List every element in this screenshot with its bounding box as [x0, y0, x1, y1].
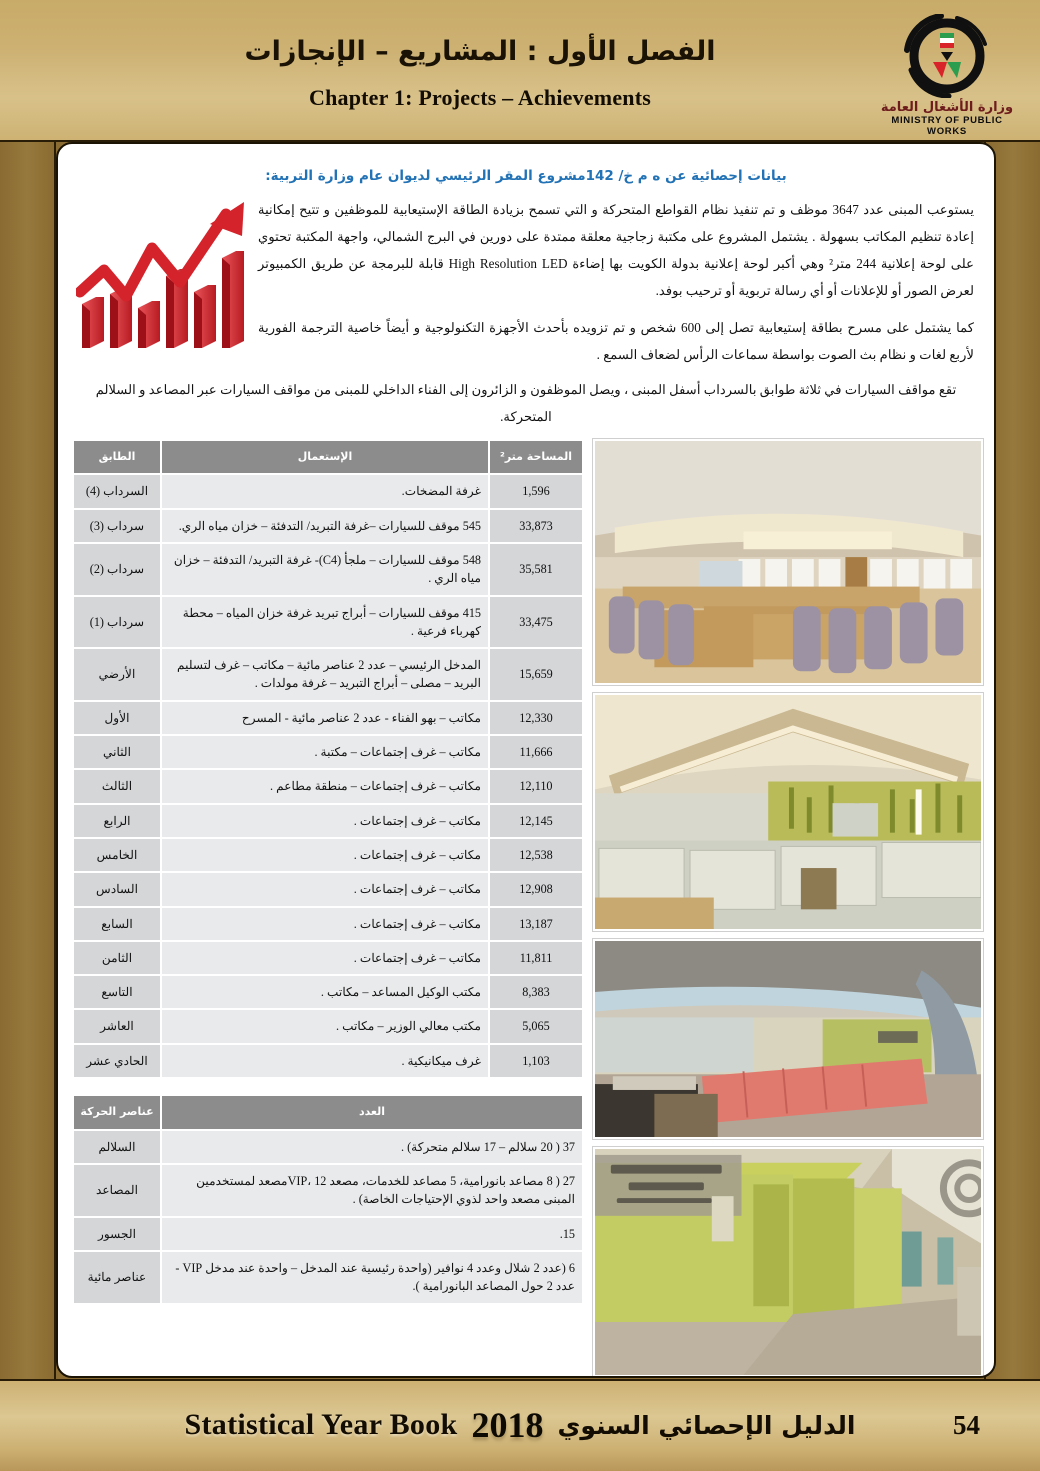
page-number: 54: [953, 1409, 980, 1440]
cell-floor: سرداب (3): [74, 510, 160, 542]
footer-year: 2018: [471, 1405, 544, 1445]
cell-element: المصاعد: [74, 1165, 160, 1216]
cell-floor: الأول: [74, 702, 160, 734]
cell-element: عناصر مائية: [74, 1252, 160, 1303]
cell-floor: الرابع: [74, 805, 160, 837]
table-row: [74, 770, 582, 802]
header-element: عناصر الحركة: [74, 1096, 160, 1129]
table-row: [74, 649, 582, 700]
ministry-name-arabic: وزارة الأشغال العامة: [880, 100, 1014, 115]
cell-area: 13,187: [490, 908, 582, 940]
table-row: [74, 839, 582, 871]
page-footer: [0, 1379, 1040, 1471]
cell-floor: السابع: [74, 908, 160, 940]
cell-use: مكاتب – غرف إجتماعات .: [162, 839, 488, 871]
header-area: المساحة متر²: [490, 441, 582, 474]
header-use: الإستعمال: [162, 441, 488, 474]
intro-text-block: [72, 196, 980, 431]
table-row: [74, 1252, 582, 1303]
floors-table-body: [74, 475, 582, 1077]
chapter-heading-group: [120, 36, 840, 111]
intro-paragraph-3: تقع مواقف السيارات في ثلاثة طوابق بالسرداب أسفل المبنى ، ويصل الموظفون و الزائرون إلى الفناء الداخلي للمبنى من مواقف السيارات عبر المصاعد و السلالم المتحركة.: [95, 382, 957, 425]
cell-area: 33,475: [490, 597, 582, 648]
table-row: [74, 597, 582, 648]
table-row: [74, 1131, 582, 1163]
cell-use: مكاتب – غرف إجتماعات .: [162, 805, 488, 837]
cell-count: 6 (عدد 2 شلال وعدد 4 نوافير (واحدة رئيسية عند المدخل – واحدة عند مدخل VIP - عدد 2 حول المصاعد البانورامية ).: [162, 1252, 582, 1303]
cell-element: الجسور: [74, 1218, 160, 1250]
cell-use: مكاتب – غرف إجتماعات .: [162, 873, 488, 905]
cell-area: 15,659: [490, 649, 582, 700]
table-row: [74, 544, 582, 595]
cell-count: 37 ( 20 سلالم – 17 سلالم متحركة) .: [162, 1131, 582, 1163]
cell-area: 8,383: [490, 976, 582, 1008]
cell-area: 35,581: [490, 544, 582, 595]
chapter-title-arabic: الفصل الأول : المشاريع – الإنجازات: [244, 36, 716, 67]
cell-use: مكاتب – غرف إجتماعات .: [162, 942, 488, 974]
cell-use: المدخل الرئيسي – عدد 2 عناصر مائية – مكاتب – غرف لتسليم البريد – مصلى – أبراج التبريد – غرفة مولدات .: [162, 649, 488, 700]
data-and-photos-row: [72, 439, 980, 1379]
cell-area: 12,145: [490, 805, 582, 837]
cell-area: 12,538: [490, 839, 582, 871]
cell-use: 545 موقف للسيارات –غرفة التبريد/ التدفئة – خزان مياه الري.: [162, 510, 488, 542]
cell-element: السلالم: [74, 1131, 160, 1163]
cell-use: مكتب الوكيل المساعد – مكاتب .: [162, 976, 488, 1008]
table-row: [74, 942, 582, 974]
section-heading: بيانات إحصائية عن ه م خ/ 142مشروع المقر الرئيسي لديوان عام وزارة التربية:: [265, 168, 787, 184]
cell-area: 11,666: [490, 736, 582, 768]
table-row: [74, 873, 582, 905]
table-row: [74, 976, 582, 1008]
photos-column: [593, 439, 983, 1379]
cell-floor: السرداب (4): [74, 475, 160, 507]
open-plan-office-photo: [593, 693, 983, 931]
table-spacer: [72, 1079, 584, 1094]
intro-paragraph-2: كما يشتمل على مسرح بطاقة إستيعابية تصل إلى 600 شخص و تم تزويده بأحدث الأجهزة التكنولوجية و أيضاً خاصية الترجمة الفورية لأربع لغات و نظام بث الصوت بواسطة سماعات الرأس لضعاف السمع .: [258, 320, 974, 363]
cell-floor: سرداب (1): [74, 597, 160, 648]
tables-column: [72, 439, 584, 1305]
green-corridor-photo: [593, 1147, 983, 1377]
cell-count: 15.: [162, 1218, 582, 1250]
table-row: [74, 702, 582, 734]
cell-floor: الثاني: [74, 736, 160, 768]
cell-use: غرف ميكانيكية .: [162, 1045, 488, 1077]
content-card: [56, 142, 996, 1378]
circulation-table: [72, 1094, 584, 1305]
circulation-table-header-row: [74, 1096, 582, 1129]
table-row: [74, 1218, 582, 1250]
floors-table: [72, 439, 584, 1079]
cell-count: 27 ( 8 مصاعد بانورامية، 5 مصاعد للخدمات، مصعد VIP، 12مصعد لمستخدمين المبنى مصعد واحد لذوي الإحتياجات الخاصة) .: [162, 1165, 582, 1216]
header-floor: الطابق: [74, 441, 160, 474]
growth-bar-chart-icon: [76, 196, 248, 361]
header-count: العدد: [162, 1096, 582, 1129]
cell-floor: سرداب (2): [74, 544, 160, 595]
cell-floor: الخامس: [74, 839, 160, 871]
cell-area: 11,811: [490, 942, 582, 974]
footer-title-english: Statistical Year Book: [184, 1408, 458, 1441]
cell-area: 12,908: [490, 873, 582, 905]
left-margin-band: [0, 142, 56, 1379]
ministry-logo: [872, 14, 1022, 137]
cell-area: 33,873: [490, 510, 582, 542]
cell-use: مكاتب – غرف إجتماعات .: [162, 908, 488, 940]
cell-use: 415 موقف للسيارات – أبراج تبريد غرفة خزان المياه – محطة كهرباء فرعية .: [162, 597, 488, 648]
cell-floor: العاشر: [74, 1010, 160, 1042]
cell-area: 12,330: [490, 702, 582, 734]
table-row: [74, 1045, 582, 1077]
lobby-lounge-photo: [593, 939, 983, 1139]
table-row: [74, 908, 582, 940]
cell-use: 548 موقف للسيارات – ملجأ (C4)- غرفة التبريد/ التدفئة – خزان مياه الري .: [162, 544, 488, 595]
conference-hall-photo: [593, 439, 983, 685]
circulation-table-body: [74, 1131, 582, 1303]
cell-area: 12,110: [490, 770, 582, 802]
cell-floor: الحادي عشر: [74, 1045, 160, 1077]
ministry-name-english: MINISTRY OF PUBLIC WORKS: [891, 115, 1003, 137]
cell-use: مكاتب – بهو الفناء - عدد 2 عناصر مائية - المسرح: [162, 702, 488, 734]
cell-area: 1,596: [490, 475, 582, 507]
cell-area: 1,103: [490, 1045, 582, 1077]
footer-title-arabic: الدليل الإحصائي السنوي: [557, 1410, 856, 1440]
cell-use: مكاتب – غرف إجتماعات – مكتبة .: [162, 736, 488, 768]
chapter-title-english: Chapter 1: Projects – Achievements: [308, 85, 652, 111]
cell-floor: التاسع: [74, 976, 160, 1008]
cell-area: 5,065: [490, 1010, 582, 1042]
cell-use: غرفة المضخات.: [162, 475, 488, 507]
cell-floor: الأرضي: [74, 649, 160, 700]
ministry-emblem-icon: [872, 14, 1022, 98]
cell-use: مكتب معالي الوزير – مكاتب .: [162, 1010, 488, 1042]
floors-table-header-row: [74, 441, 582, 474]
table-row: [74, 805, 582, 837]
table-row: [74, 475, 582, 507]
table-row: [74, 1165, 582, 1216]
cell-use: مكاتب – غرف إجتماعات – منطقة مطاعم .: [162, 770, 488, 802]
cell-floor: الثامن: [74, 942, 160, 974]
intro-paragraph-1: يستوعب المبنى عدد 3647 موظف و تم تنفيذ نظام القواطع المتحركة و التي تسمح بزيادة الطاقة الإستيعابية للموظفين و تتيح إمكانية إعادة تنظيم المكاتب بسهولة . يشتمل المشروع على مكتبة زجاجية معلقة ممتدة على دورين في البرج الشمالي، واجهة المكتبة تحتوي على لوحة إعلانية 244 متر² وهي أكبر لوحة إعلانية بدولة الكويت بها إضاءة High Resolution LED قابلة للبرمجة عن طريق الكمبيوتر لعرض الصور أو للإعلانات أو أي رسالة تربوية أو ترحيب بوفد.: [258, 202, 974, 299]
cell-floor: الثالث: [74, 770, 160, 802]
table-row: [74, 736, 582, 768]
table-row: [74, 510, 582, 542]
table-row: [74, 1010, 582, 1042]
cell-floor: السادس: [74, 873, 160, 905]
